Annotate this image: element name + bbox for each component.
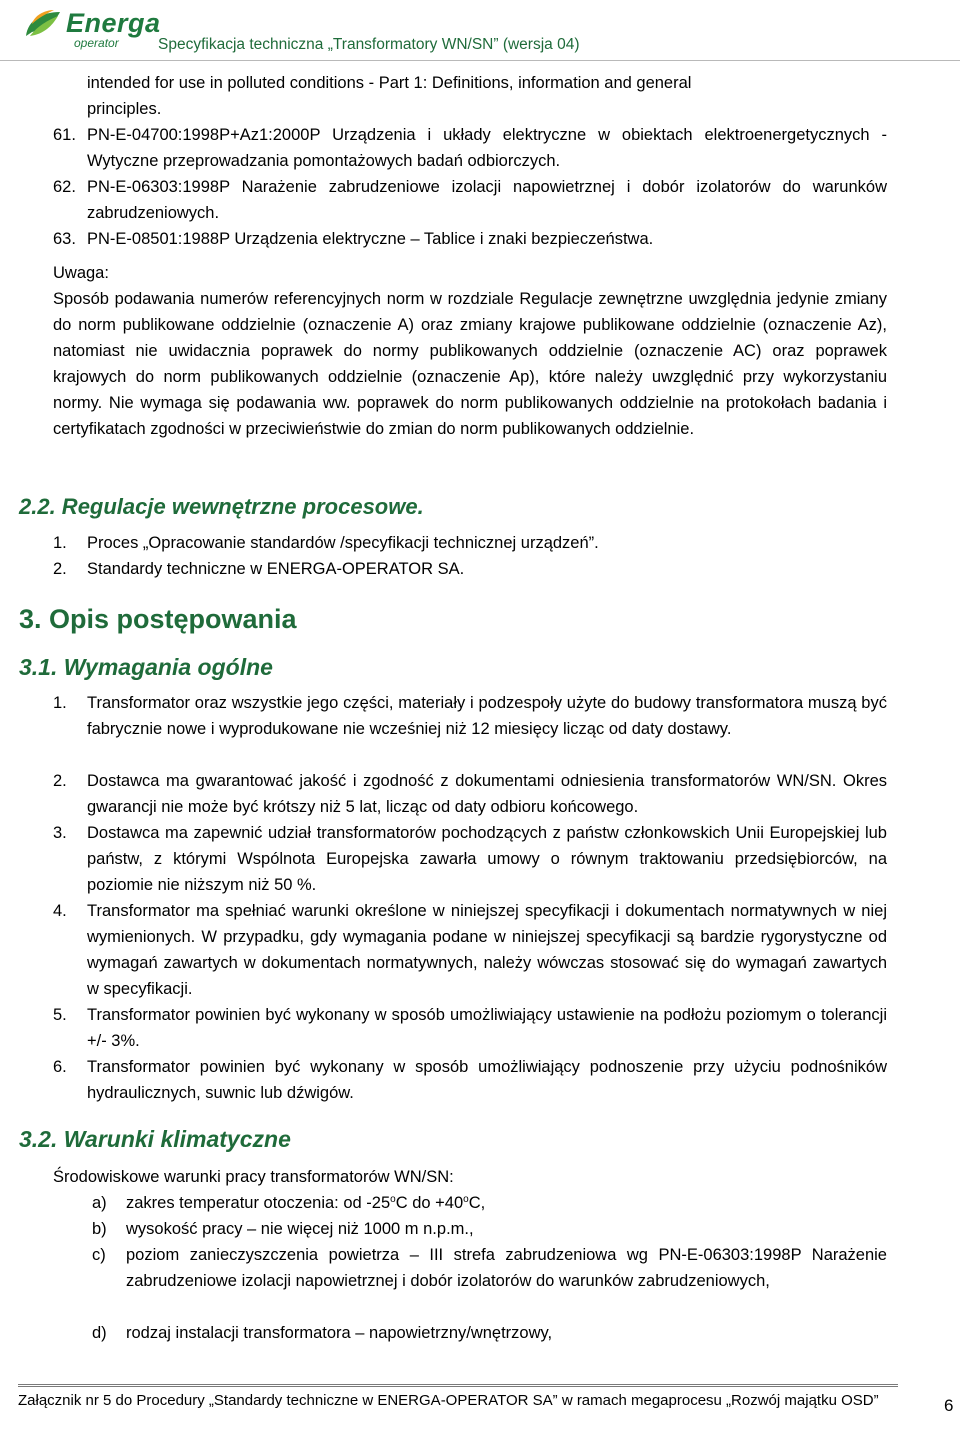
item-text: Transformator ma spełniać warunki określone w niniejszej specyfikacji i dokumentach normatywnych w niej wymienionych. W przypadku, gdy wymagania podane w niniejszej specyfikacji są bardzie rygorystyczne od wymagań zawartych w dokumentach normatywnych, należy wówczas stosować się do wymagań zawartych w specyfikacji. xyxy=(87,902,887,998)
note-text: Sposób podawania numerów referencyjnych norm w rozdziale Regulacje zewnętrzne uwzględnia jedynie zmiany do norm publikowane oddzielnie (oznaczenie A) oraz zmiany krajowe publikowane oddzielnie (oznaczenie Az), natomiast nie uwidacznia poprawek do normy publikowanych oddzielnie (oznaczenie AC) oraz poprawek krajowych do norm publikowanych oddzielnie (oznaczenie Ap), które należy uwzględnić przy wykorzystaniu normy. Nie wymaga się podawania ww. poprawek do norm publikowanych oddzielnie na protokołach badania i certyfikatach zgodności w przeciwieństwie do zmian do norm publikowanych oddzielnie. xyxy=(53,290,887,438)
ref-text: PN-E-06303:1998P Narażenie zabrudzeniowe izolacji napowietrznej i dobór izolatorów do warunków zabrudzeniowych. xyxy=(87,178,887,222)
item-text xyxy=(126,1190,887,1216)
ref-number: 61. xyxy=(53,126,76,144)
item-text: Standardy techniczne w ENERGA-OPERATOR SA. xyxy=(87,560,465,578)
item-letter: d) xyxy=(92,1324,107,1342)
item-text: Transformator powinien być wykonany w sposób umożliwiający podnoszenie przy użyciu podnośników hydraulicznych, suwnic lub dźwigów. xyxy=(87,1058,887,1102)
degree-symbol: o xyxy=(463,1194,469,1205)
note-label: Uwaga: xyxy=(53,264,109,282)
ref-number: 62. xyxy=(53,178,76,196)
section-heading-2-2: 2.2. Regulacje wewnętrzne procesowe. xyxy=(19,494,424,519)
page-number: 6 xyxy=(944,1396,954,1415)
section-heading-3: 3. Opis postępowania xyxy=(19,604,297,634)
section-intro: Środowiskowe warunki pracy transformatorów WN/SN: xyxy=(53,1168,454,1186)
energa-logo xyxy=(22,6,162,50)
item-letter: b) xyxy=(92,1220,107,1238)
ref-text: PN-E-04700:1998P+Az1:2000P Urządzenia i układy elektryczne w obiektach elektroenergetycznych - Wytyczne przeprowadzania pomontażowych badań odbiorczych. xyxy=(87,126,887,170)
item-number: 1. xyxy=(53,694,67,712)
document-title: Specyfikacja techniczna „Transformatory WN/SN” (wersja 04) xyxy=(158,36,580,53)
header-divider xyxy=(0,60,960,61)
footer-divider xyxy=(18,1384,898,1387)
logo-subtitle: operator xyxy=(74,36,119,50)
item-number: 3. xyxy=(53,824,67,842)
item-text: Transformator powinien być wykonany w sposób umożliwiający ustawienie na podłożu poziomym o tolerancji +/- 3%. xyxy=(87,1006,887,1050)
ref-continued-line2: principles. xyxy=(87,100,162,118)
item-text: Proces „Opracowanie standardów /specyfikacji technicznej urządzeń”. xyxy=(87,534,599,552)
item-text: wysokość pracy – nie więcej niż 1000 m n.p.m., xyxy=(126,1220,474,1238)
item-text: Dostawca ma gwarantować jakość i zgodność z dokumentami odniesienia transformatorów WN/SN. Okres gwarancji nie może być krótszy niż 5 lat, licząc od daty odbioru końcowego. xyxy=(87,772,887,816)
item-text: poziom zanieczyszczenia powietrza – III strefa zabrudzeniowa wg PN-E-06303:1998P Narażenie zabrudzeniowe izolacji napowietrznej i dobór izolatorów do warunków zabrudzeniowych, xyxy=(126,1246,887,1290)
item-letter: a) xyxy=(92,1194,107,1212)
item-number: 5. xyxy=(53,1006,67,1024)
logo-name: Energa xyxy=(66,8,161,38)
degree-symbol: o xyxy=(390,1194,396,1205)
item-number: 2. xyxy=(53,772,67,790)
item-text: rodzaj instalacji transformatora – napowietrzny/wnętrzowy, xyxy=(126,1324,553,1342)
ref-text: PN-E-08501:1988P Urządzenia elektryczne – Tablice i znaki bezpieczeństwa. xyxy=(87,230,654,248)
item-number: 2. xyxy=(53,560,67,578)
item-number: 4. xyxy=(53,902,67,920)
section-heading-3-2: 3.2. Warunki klimatyczne xyxy=(19,1126,291,1152)
item-number: 1. xyxy=(53,534,67,552)
item-letter: c) xyxy=(92,1246,106,1264)
item-number: 6. xyxy=(53,1058,67,1076)
temp-text-start: zakres temperatur otoczenia: od -25 xyxy=(126,1194,391,1212)
temp-text-mid: C do +40 xyxy=(395,1194,464,1212)
temp-text-end: C, xyxy=(468,1194,486,1212)
ref-number: 63. xyxy=(53,230,76,248)
ref-continued-line1: intended for use in polluted conditions - Part 1: Definitions, information and general xyxy=(87,74,692,92)
section-heading-3-1: 3.1. Wymagania ogólne xyxy=(19,654,273,680)
footer-text: Załącznik nr 5 do Procedury „Standardy techniczne w ENERGA-OPERATOR SA” w ramach megaprocesu „Rozwój majątku OSD” xyxy=(18,1392,879,1409)
item-text: Transformator oraz wszystkie jego części, materiały i podzespoły użyte do budowy transformatora muszą być fabrycznie nowe i wyprodukowane nie wcześniej niż 12 miesięcy licząc od daty dostawy. xyxy=(87,694,887,738)
leaf-icon xyxy=(22,6,66,44)
page-header xyxy=(0,0,960,62)
item-text: Dostawca ma zapewnić udział transformatorów pochodzących z państw członkowskich Unii Europejskiej lub państw, z którymi Wspólnota Europejska zawarła umowy o równym traktowaniu przedsiębiorców, na poziomie nie niższym niż 50 %. xyxy=(87,824,887,894)
